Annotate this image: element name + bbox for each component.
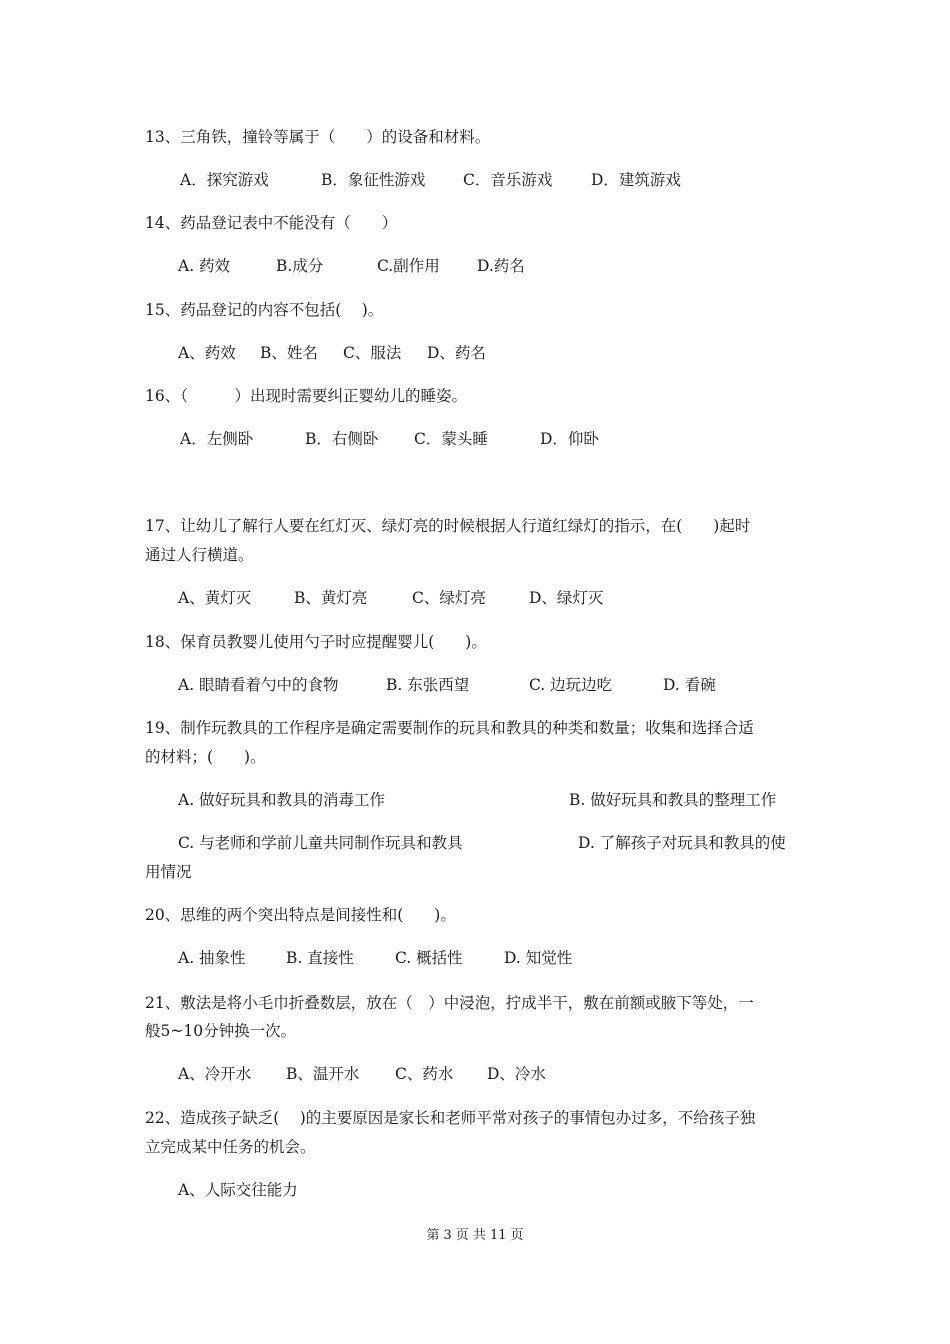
question-22-stem-line1: 22、造成孩子缺乏( )的主要原因是家长和老师平常对孩子的事情包办过多，不给孩子独 (145, 1109, 756, 1127)
question-20-option-d: D. 知觉性 (504, 949, 573, 967)
question-20-option-a: A. 抽象性 (178, 949, 246, 967)
question-19-option-c: C. 与老师和学前儿童共同制作玩具和教具 (178, 834, 463, 852)
footer-total-pages: 11 (489, 1228, 507, 1243)
page-footer (0, 1227, 950, 1245)
footer-suffix: 页 (510, 1228, 524, 1243)
question-13-option-d: D．建筑游戏 (591, 171, 681, 189)
question-19-option-d-continuation: 用情况 (145, 863, 192, 881)
question-19-stem-line2: 的材料；( )。 (145, 748, 266, 766)
question-16-stem: 16、（ ）出现时需要纠正婴幼儿的睡姿。 (145, 387, 467, 405)
question-14-option-b: B.成分 (276, 257, 324, 275)
question-17-option-d: D、绿灯灭 (529, 589, 604, 607)
question-21-option-d: D、冷水 (487, 1065, 546, 1083)
question-21-option-b: B、温开水 (286, 1065, 360, 1083)
question-16-option-c: C．蒙头睡 (414, 430, 488, 448)
footer-prefix: 第 (426, 1228, 440, 1243)
question-14-option-a: A. 药效 (178, 257, 231, 275)
question-15-option-c: C、服法 (343, 344, 402, 362)
question-13-option-c: C．音乐游戏 (463, 171, 553, 189)
question-19-option-d: D. 了解孩子对玩具和教具的使 (578, 834, 786, 852)
question-16-option-a: A．左侧卧 (180, 430, 254, 448)
question-17-option-a: A、黄灯灭 (178, 589, 252, 607)
question-21-option-c: C、药水 (395, 1065, 454, 1083)
question-17-stem-line2: 通过人行横道。 (145, 546, 254, 564)
question-17-stem-line1: 17、让幼儿了解行人要在红灯灭、绿灯亮的时候根据人行道红绿灯的指示，在( )起时 (145, 517, 751, 535)
question-19-option-a: A. 做好玩具和教具的消毒工作 (178, 791, 386, 809)
footer-page-number: 3 (443, 1228, 452, 1243)
question-20-stem: 20、思维的两个突出特点是间接性和( )。 (145, 906, 456, 924)
footer-middle: 页 共 (455, 1228, 486, 1243)
question-17-option-b: B、黄灯亮 (294, 589, 368, 607)
question-15-option-b: B、姓名 (260, 344, 318, 362)
question-14-stem: 14、药品登记表中不能没有（ ） (145, 214, 398, 232)
question-15-stem: 15、药品登记的内容不包括( )。 (145, 301, 384, 319)
question-19-stem-line1: 19、制作玩教具的工作程序是确定需要制作的玩具和教具的种类和数量；收集和选择合适 (145, 719, 754, 737)
question-21-stem-line1: 21、敷法是将小毛巾折叠数层，放在（ ）中浸泡，拧成半干，敷在前额或腋下等处，一 (145, 994, 754, 1012)
question-13-stem: 13、三角铁，撞铃等属于（ ）的设备和材料。 (145, 128, 491, 146)
question-21-stem-line2: 般5~10分钟换一次。 (145, 1022, 297, 1040)
question-18-option-d: D. 看碗 (663, 676, 716, 694)
question-18-option-c: C. 边玩边吃 (529, 676, 613, 694)
question-18-stem: 18、保育员教婴儿使用勺子时应提醒婴儿( )。 (145, 633, 487, 651)
question-19-option-b: B. 做好玩具和教具的整理工作 (569, 791, 777, 809)
question-15-option-d: D、药名 (427, 344, 486, 362)
question-14-option-c: C.副作用 (377, 257, 440, 275)
question-15-option-a: A、药效 (178, 344, 236, 362)
question-16-option-b: B．右侧卧 (305, 430, 379, 448)
question-13-option-a: A．探究游戏 (180, 171, 269, 189)
question-21-option-a: A、冷开水 (178, 1065, 252, 1083)
question-13-option-b: B．象征性游戏 (321, 171, 426, 189)
question-18-option-b: B. 东张西望 (386, 676, 470, 694)
question-17-option-c: C、绿灯亮 (412, 589, 486, 607)
question-20-option-c: C. 概括性 (395, 949, 463, 967)
question-18-option-a: A. 眼睛看着勺中的食物 (178, 676, 339, 694)
question-16-option-d: D．仰卧 (540, 430, 599, 448)
question-22-option-a: A、人际交往能力 (178, 1181, 298, 1199)
question-22-stem-line2: 立完成某中任务的机会。 (145, 1138, 316, 1156)
question-20-option-b: B. 直接性 (286, 949, 354, 967)
question-14-option-d: D.药名 (477, 257, 525, 275)
